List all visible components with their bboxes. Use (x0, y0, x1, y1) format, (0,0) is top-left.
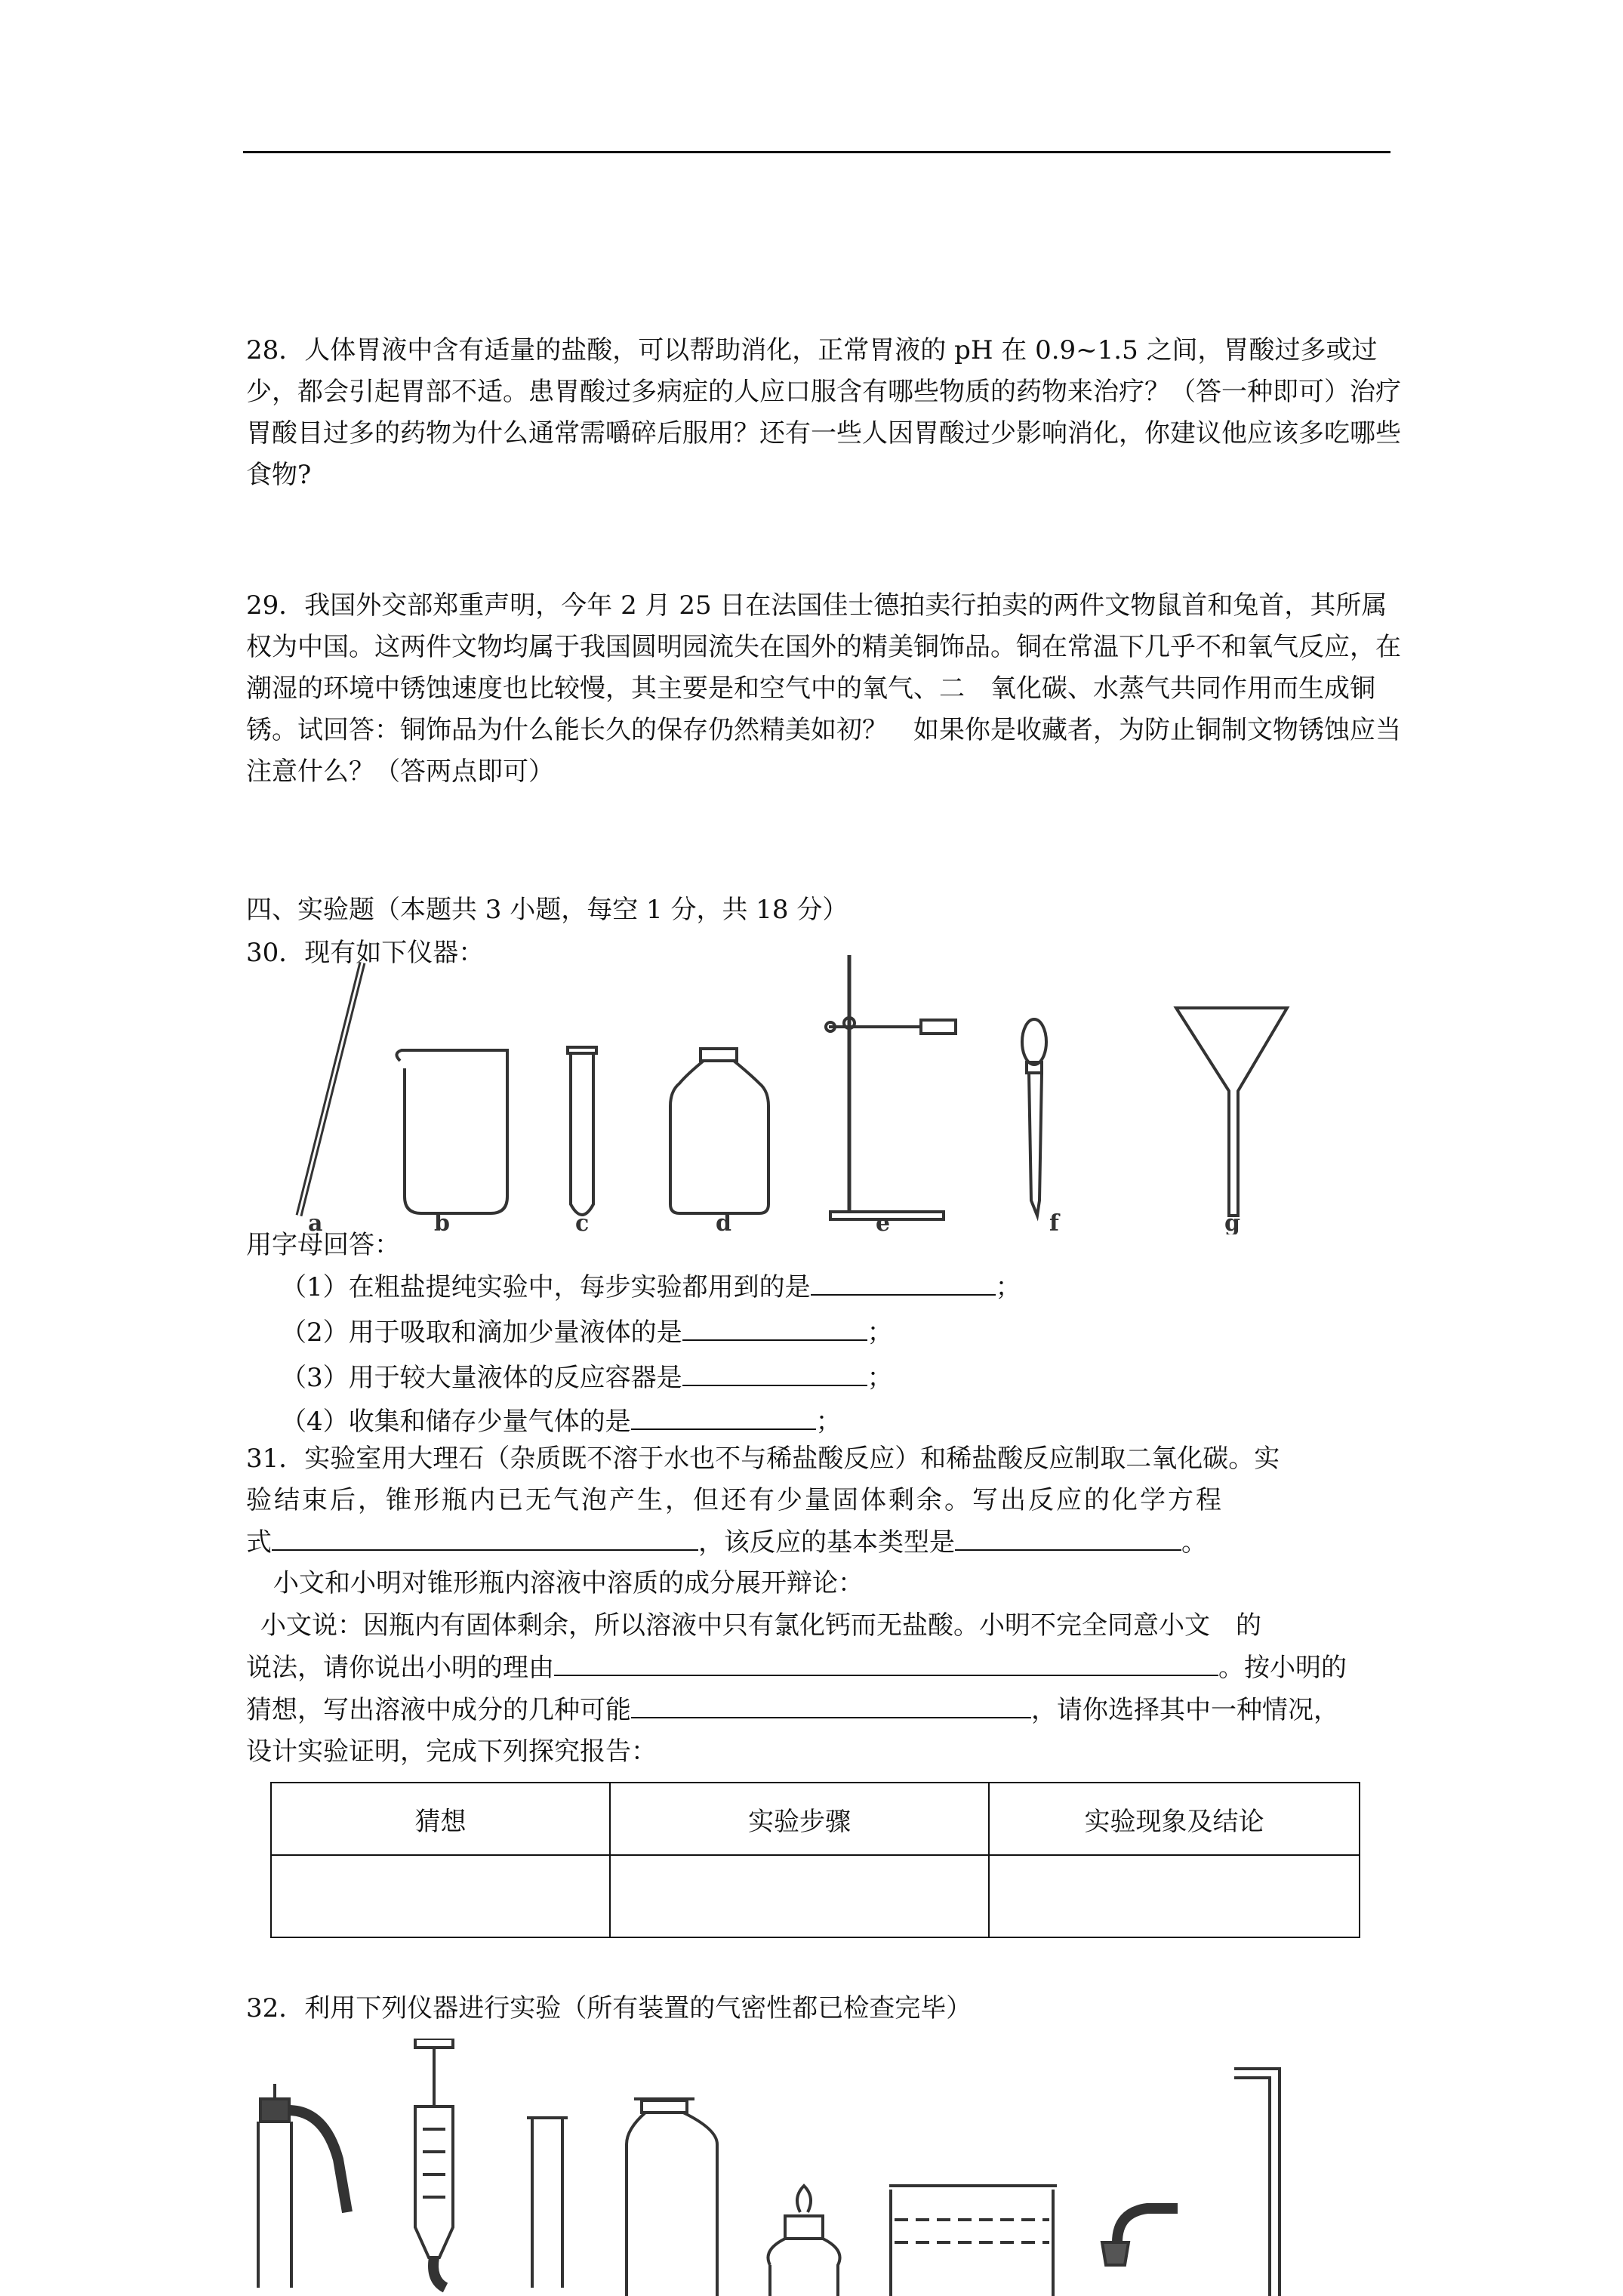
iron-stand-icon (826, 955, 956, 1219)
question-31-line-8: 设计实验证明，完成下列探究报告： (246, 1737, 657, 1767)
reaction-type-blank[interactable] (955, 1524, 1181, 1551)
syringe-icon (415, 2039, 453, 2288)
question-30-intro: 30．现有如下仪器： (246, 938, 485, 968)
answer-blank-30-4[interactable] (631, 1403, 816, 1430)
instruments-figure-32 (242, 2039, 1344, 2296)
answer-prompt: 用字母回答： (246, 1230, 400, 1260)
inquiry-report-table (270, 1782, 1360, 1938)
question-30-item-4: （4）收集和储存少量气体的是 ； (281, 1403, 842, 1441)
table-cell-result[interactable] (989, 1855, 1360, 1937)
question-29: 29．我国外交部郑重声明，今年 2 月 25 日在法国佳士德拍卖行拍卖的两件文物鼠首和兔首，其所属权为中国。这两件文物均属于我国圆明园流失在国外的精美铜饰品。铜在常温下几乎不和氧气反应，在潮湿的环境中锈蚀速度也比较慢，其主要是和空气中的氧气、二 氧化碳、水蒸气共同作用而生成铜锈。试回答：铜饰品为什么能长久的保存仍然精美如初？ 如果你是收藏者，为防止铜制文物锈蚀应当注意什么？（答两点即可） (246, 590, 1401, 787)
reason-blank[interactable] (554, 1649, 1218, 1676)
question-31-line-2: 验结束后，锥形瓶内已无气泡产生，但还有少量固体剩余。写出反应的化学方程 (246, 1485, 1224, 1515)
table-header-hypothesis: 猜想 (271, 1783, 610, 1855)
bent-glass-tube-icon (1234, 2069, 1280, 2296)
water-trough-icon (889, 2186, 1057, 2296)
figure-label-c: c (575, 1210, 590, 1234)
possibilities-blank[interactable] (631, 1691, 1031, 1718)
question-31-line-5: 小文说：因瓶内有固体剩余，所以溶液中只有氯化钙而无盐酸。小明不完全同意小文 的 (260, 1610, 1261, 1641)
beaker-icon (396, 1050, 507, 1213)
table-cell-hypothesis[interactable] (271, 1855, 610, 1937)
answer-blank-30-1[interactable] (811, 1268, 996, 1296)
test-tube-icon (527, 2118, 568, 2288)
test-tube-with-delivery-icon (258, 2084, 347, 2288)
question-31-line-4: 小文和小明对锥形瓶内溶液中溶质的成分展开辩论： (273, 1568, 864, 1598)
figure-label-g: g (1224, 1210, 1240, 1234)
table-cell-steps[interactable] (610, 1855, 989, 1937)
table-row (271, 1855, 1360, 1937)
alcohol-lamp-icon (768, 2186, 840, 2296)
equation-blank[interactable] (272, 1524, 698, 1551)
glass-rod-icon (299, 963, 362, 1216)
question-28: 28．人体胃液中含有适量的盐酸，可以帮助消化，正常胃液的 pH 在 0.9~1.5 之间，胃酸过多或过少，都会引起胃部不适。患胃酸过多病症的人应口服含有哪些物质的药物来治疗？（答一种即可）治疗胃酸目过多的药物为什么通常需嚼碎后服用？还有一些人因胃酸过少影响消化，你建议他应该多吃哪些食物? (246, 335, 1401, 490)
table-header-steps: 实验步骤 (610, 1783, 989, 1855)
question-31-line-7: 猜想，写出溶液中成分的几种可能 ，请你选择其中一种情况， (246, 1691, 1339, 1729)
question-31-line-6: 说法，请你说出小明的理由 。按小明的 (246, 1649, 1347, 1687)
question-31-line-3: 式 ，该反应的基本类型是 。 (246, 1524, 1207, 1561)
question-30-item-3: （3）用于较大量液体的反应容器是 ； (281, 1359, 893, 1397)
section-4-title: 四、实验题（本题共 3 小题，每空 1 分，共 18 分） (246, 895, 848, 925)
dropper-icon (1022, 1019, 1046, 1216)
figure-label-f: f (1049, 1210, 1059, 1234)
gas-bottle-icon (670, 1049, 768, 1213)
question-31-line-1: 31．实验室用大理石（杂质既不溶于水也不与稀盐酸反应）和稀盐酸反应制取二氧化碳。实 (246, 1444, 1280, 1474)
gas-bottle-icon (627, 2099, 717, 2296)
stopper-with-tube-icon (1102, 2208, 1178, 2265)
funnel-icon (1176, 1008, 1287, 1216)
header-rule (243, 151, 1390, 153)
figure-label-e: e (876, 1210, 891, 1234)
answer-blank-30-2[interactable] (682, 1314, 867, 1341)
figure-label-b: b (434, 1210, 450, 1234)
answer-blank-30-3[interactable] (682, 1359, 867, 1386)
instruments-figure-30 (287, 948, 1313, 1234)
question-30-item-1: （1）在粗盐提纯实验中，每步实验都用到的是 ； (281, 1268, 1021, 1306)
question-30-item-2: （2）用于吸取和滴加少量液体的是 ； (281, 1314, 893, 1351)
question-32-intro: 32．利用下列仪器进行实验（所有装置的气密性都已检查完毕） (246, 1993, 972, 2023)
figure-label-a: a (308, 1210, 323, 1234)
table-header-result: 实验现象及结论 (989, 1783, 1360, 1855)
test-tube-icon (568, 1047, 596, 1215)
figure-label-d: d (716, 1210, 731, 1234)
